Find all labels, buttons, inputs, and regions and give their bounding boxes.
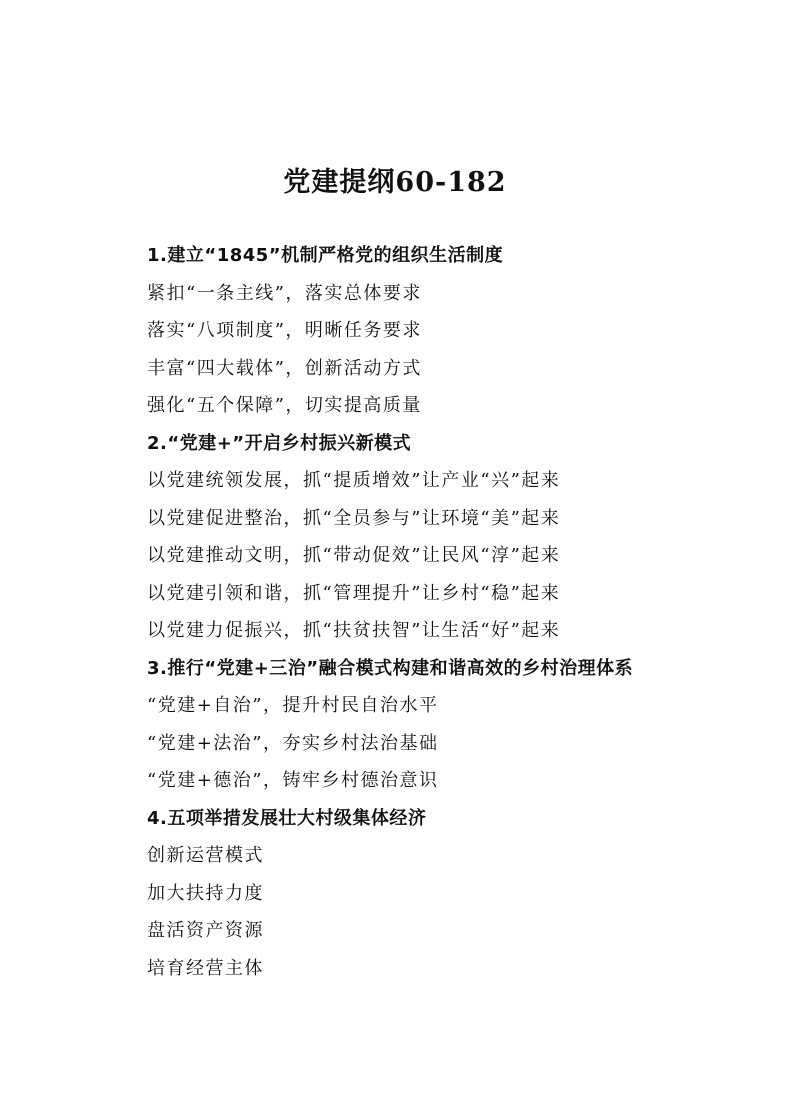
list-item: 加大扶持力度: [147, 882, 264, 904]
list-item: 强化“五个保障”，切实提高质量: [147, 395, 422, 416]
list-item: 紧扣“一条主线”，落实总体要求: [147, 282, 422, 304]
list-item: 以党建力促振兴，抓“扶贫扶智”让生活“好”起来: [147, 620, 561, 641]
list-item: 以党建促进整治，抓“全员参与”让环境“美”起来: [147, 507, 561, 529]
list-item: 培育经营主体: [147, 957, 264, 979]
list-item: “党建+德治”，铸牢乡村德治意识: [147, 770, 439, 791]
list-item: “党建+自治”，提升村民自治水平: [147, 695, 439, 716]
section-heading: 4.五项举措发展壮大村级集体经济: [147, 807, 427, 829]
page-title: 党建提纲60-182: [283, 167, 507, 198]
list-item: 落实“八项制度”，明晰任务要求: [147, 320, 422, 341]
section-heading: 3.推行“党建+三治”融合模式构建和谐高效的乡村治理体系: [147, 657, 634, 679]
list-item: 以党建统领发展，抓“提质增效”让产业“兴”起来: [147, 470, 561, 491]
section-heading: 1.建立“1845”机制严格党的组织生活制度: [147, 245, 504, 266]
section-heading: 2.“党建+”开启乡村振兴新模式: [147, 432, 412, 454]
list-item: 丰富“四大载体”，创新活动方式: [147, 357, 422, 379]
outline-content: [147, 242, 767, 992]
list-item: 创新运营模式: [147, 845, 264, 866]
list-item: 以党建引领和谐，抓“管理提升”让乡村“稳”起来: [147, 582, 561, 604]
list-item: 以党建推动文明，抓“带动促效”让民风“淳”起来: [147, 545, 561, 566]
list-item: “党建+法治”，夯实乡村法治基础: [147, 732, 439, 754]
list-item: 盘活资产资源: [147, 920, 264, 941]
